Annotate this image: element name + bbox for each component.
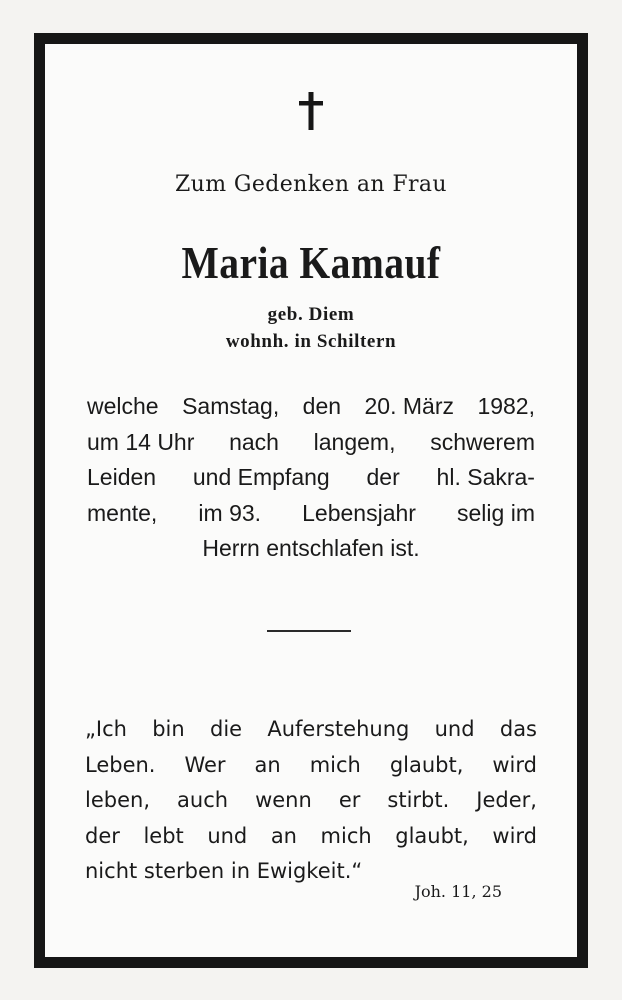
death-notice-text [87, 389, 535, 567]
bible-quote [85, 712, 537, 890]
cross-icon [45, 92, 577, 130]
quote-source: Joh. 11, 25 [414, 882, 502, 901]
notice-line: Leiden und Empfang der hl. Sakra- [87, 464, 535, 490]
black-border-frame [34, 33, 588, 968]
intro-text: Zum Gedenken an Frau [174, 172, 448, 197]
quote-line: leben, auch wenn er stirbt. Jeder, [85, 788, 537, 812]
divider-line [267, 630, 351, 632]
notice-line-last: Herrn entschlafen ist. [202, 535, 420, 561]
birth-name: geb. Diem [267, 304, 355, 325]
quote-line: „Ich bin die Auferstehung und das [85, 717, 537, 741]
quote-line-last: nicht sterben in Ewigkeit.“ [85, 859, 363, 883]
quote-line: Leben. Wer an mich glaubt, wird [85, 752, 537, 777]
deceased-name: Maria Kamauf [181, 237, 441, 288]
residence: wohnh. in Schiltern [225, 331, 397, 352]
notice-line: um 14 Uhr nach langem, schwerem [87, 428, 535, 455]
cross-icon-svg [299, 92, 323, 130]
notice-line: welche Samstag, den 20. März 1982, [87, 393, 535, 419]
notice-line: mente, im 93. Lebensjahr selig im [87, 499, 535, 526]
quote-line: der lebt und an mich glaubt, wird [85, 823, 537, 848]
